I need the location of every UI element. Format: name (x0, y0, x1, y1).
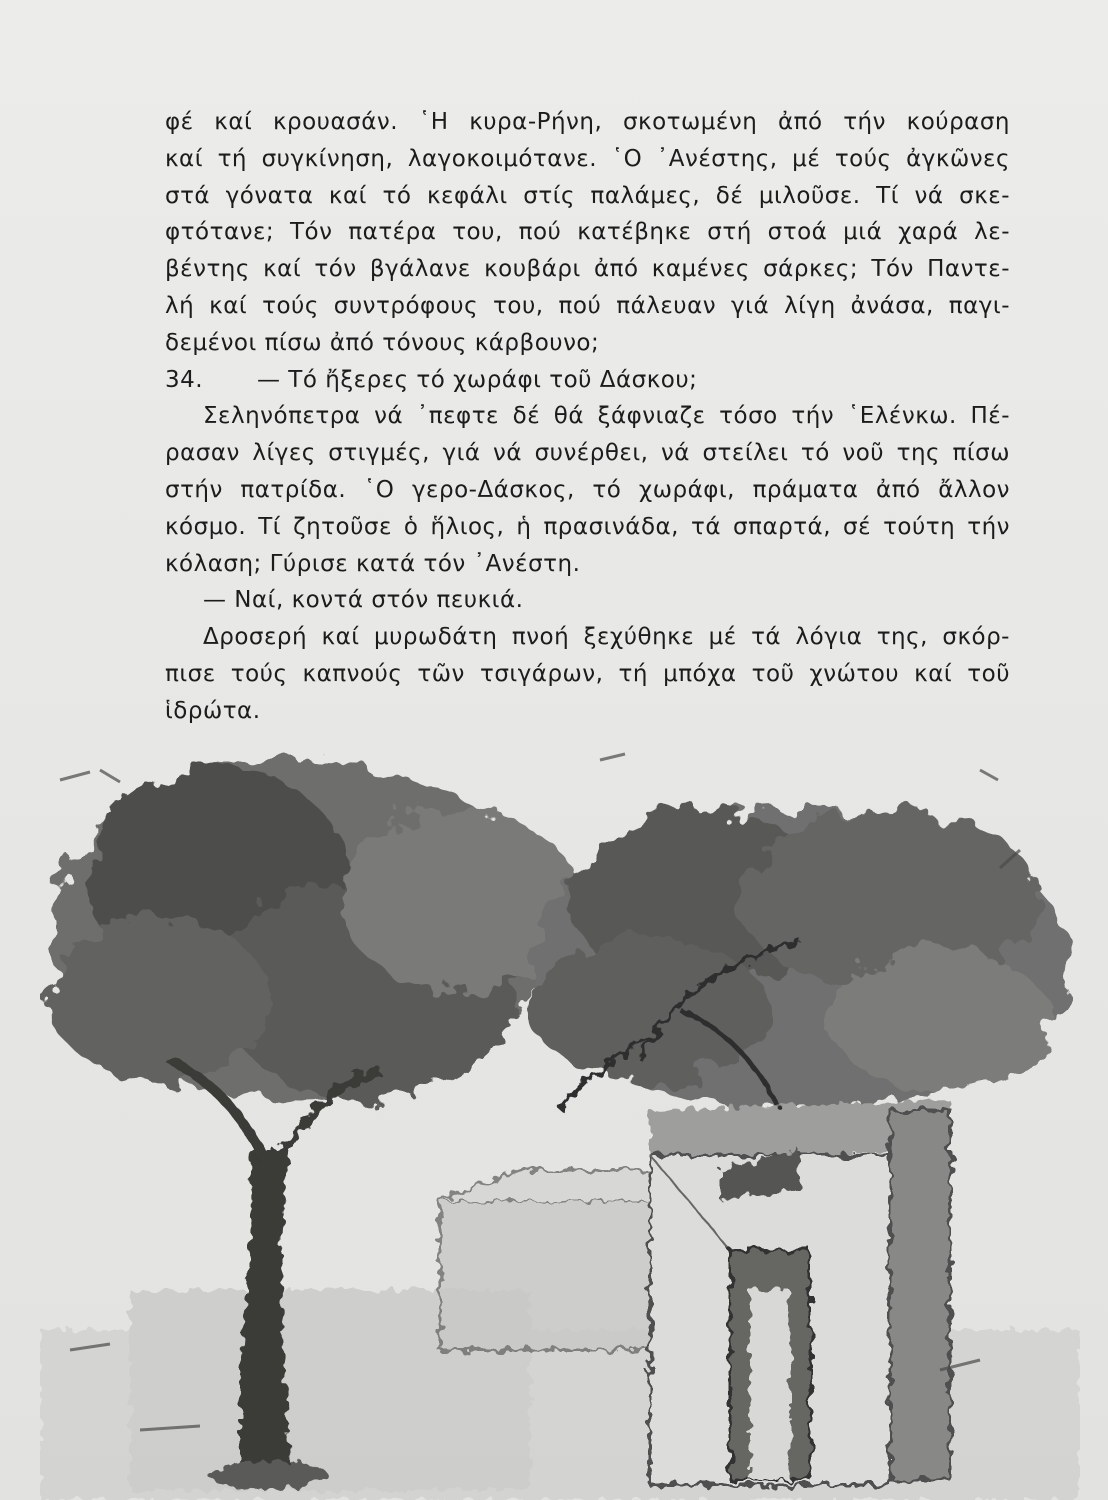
text-line: φτότανε; Τόν πατέρα του, πού κατέβηκε στή στοά μιά χαρά λε- (165, 219, 1010, 246)
text-line: κόσμο. Τί ζητοῦσε ὁ ἥλιος, ἡ πρασινάδα, τά σπαρτά, σέ τούτη τήν (165, 513, 1010, 540)
text-line: ἱδρώτα. (165, 697, 261, 724)
left-tree-foliage (50, 760, 580, 1100)
numbered-item-line (165, 362, 1010, 399)
text-line: φέ καί κρουασάν. ῾Η κυρα-Ρήνη, σκοτωμένη ἀπό τήν κούραση (165, 109, 1010, 135)
text-line: κόλαση; Γύρισε κατά τόν ᾿Ανέστη. (165, 550, 581, 577)
text-line: Δροσερή καί μυρωδάτη πνοή ξεχύθηκε μέ τά λόγια της, σκόρ- (203, 624, 1010, 651)
house (650, 1100, 950, 1485)
text-line: στήν πατρίδα. ῾Ο γερο-Δάσκος, τό χωράφι, πράματα ἀπό ἄλλον (165, 476, 1010, 503)
item-first-line: — Τό ἤξερες τό χωράφι τοῦ Δάσκου; (257, 366, 698, 393)
text-line: Σεληνόπετρα νά ᾿πεφτε δέ θά ξάφνιαζε τόσο τήν ῾Ελένκω. Πέ- (203, 403, 1010, 430)
dialogue-line: — Ναί, κοντά στόν πευκιά. (203, 587, 524, 614)
tree-and-house-sketch-icon (40, 730, 1080, 1500)
text-line: δεμένοι πίσω ἀπό τόνους κάρβουνο; (165, 329, 600, 356)
text-line: λή καί τούς συντρόφους του, πού πάλευαν γιά λίγη ἀνάσα, παγι- (165, 292, 1010, 319)
item-number: 34. (165, 366, 204, 393)
text-line: πισε τούς καπνούς τῶν τσιγάρων, τή μπόχα τοῦ χνώτου καί τοῦ (165, 660, 1010, 687)
text-line: ρασαν λίγες στιγμές, γιά νά συνέρθει, νά στείλει τό νοῦ της πίσω (165, 440, 1010, 467)
text-line: βέντης καί τόν βγάλανε κουβάρι ἀπό καμένες σάρκες; Τόν Παντε- (165, 256, 1010, 283)
text-block (165, 104, 1010, 730)
text-line: καί τή συγκίνηση, λαγοκοιμότανε. ῾Ο ᾿Ανέστης, μέ τούς ἀγκῶνες (165, 145, 1010, 172)
right-tree-foliage (530, 810, 1070, 1110)
text-line: στά γόνατα καί τό κεφάλι στίς παλάμες, δέ μιλοῦσε. Τί νά σκε- (165, 182, 1010, 209)
